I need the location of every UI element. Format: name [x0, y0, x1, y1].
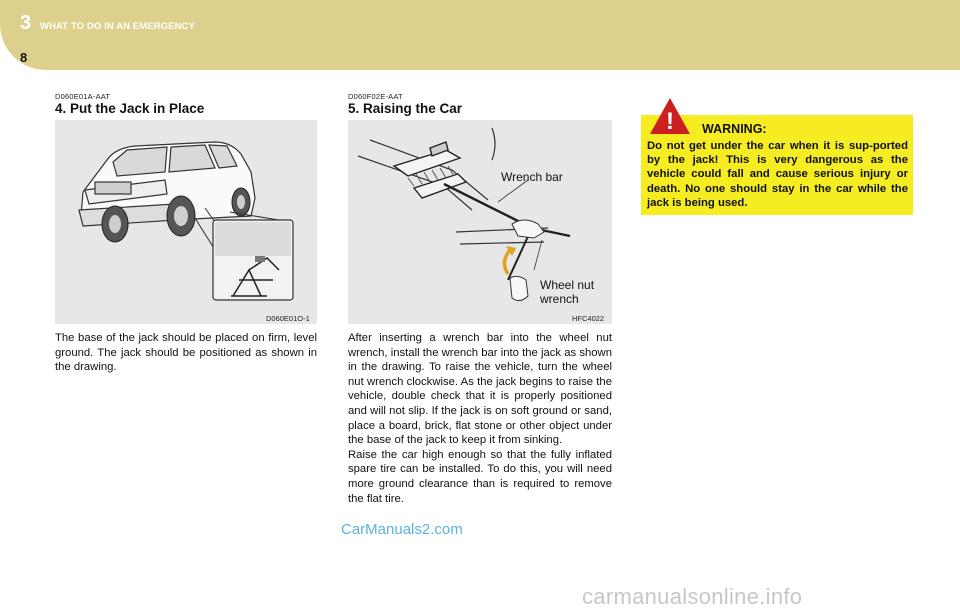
chapter-title: WHAT TO DO IN AN EMERGENCY [40, 21, 195, 32]
watermark: carmanualsonline.info [582, 584, 803, 609]
warning-title: WARNING: [702, 122, 767, 136]
wheel-nut-label-line1: Wheel nut [540, 278, 595, 292]
suv-jack-illustration [55, 120, 317, 324]
raise-figure-code: HFC4022 [572, 314, 605, 323]
header-band [0, 0, 960, 70]
section-jack-body: The base of the jack should be placed on firm, level ground. The jack should be positioned as shown in the drawing. [55, 332, 317, 374]
wheel-nut-wrench-label [540, 278, 594, 306]
section-raise-code: D060F02E-AAT [348, 92, 403, 101]
raise-figure [348, 120, 612, 324]
section-raise-heading: 5. Raising the Car [348, 101, 463, 116]
chapter-number: 3 [20, 12, 32, 34]
warning-triangle-icon [648, 96, 692, 136]
warning-text: Do not get under the car when it is sup-ported by the jack! This is very dangerous as the vehicle could fall and cause serious injury or death. No one should stay in the car while the jack is being used. [647, 140, 908, 209]
section-jack-code: D060E01A-AAT [55, 92, 111, 101]
section-jack-heading: 4. Put the Jack in Place [55, 101, 205, 116]
wheel-nut-label-line2: wrench [540, 292, 579, 306]
jack-figure-code: D060E01O-1 [266, 314, 310, 323]
jack-figure [55, 120, 317, 324]
section-raise-body: After inserting a wrench bar into the wheel nut wrench, install the wrench bar into the jack as shown in the drawing. To raise the vehicle, turn the wheel nut wrench clockwise. As the jack begins to raise the vehicle, double check that it is properly positioned and will not slip. If the jack is on soft ground or sand, place a board, brick, flat stone or other object under the base of the jack to keep it from sinking. Raise the car high enough so that the fully inflated spare tire can be installed. To do this, you will need more ground clearance than is required to remove the flat tire. [348, 332, 612, 505]
warning-icon-glyph: ! [666, 108, 674, 135]
wrench-bar-label: Wrench bar [501, 170, 563, 184]
footer-link[interactable]: CarManuals2.com [341, 521, 463, 538]
page-number: 8 [20, 50, 28, 65]
